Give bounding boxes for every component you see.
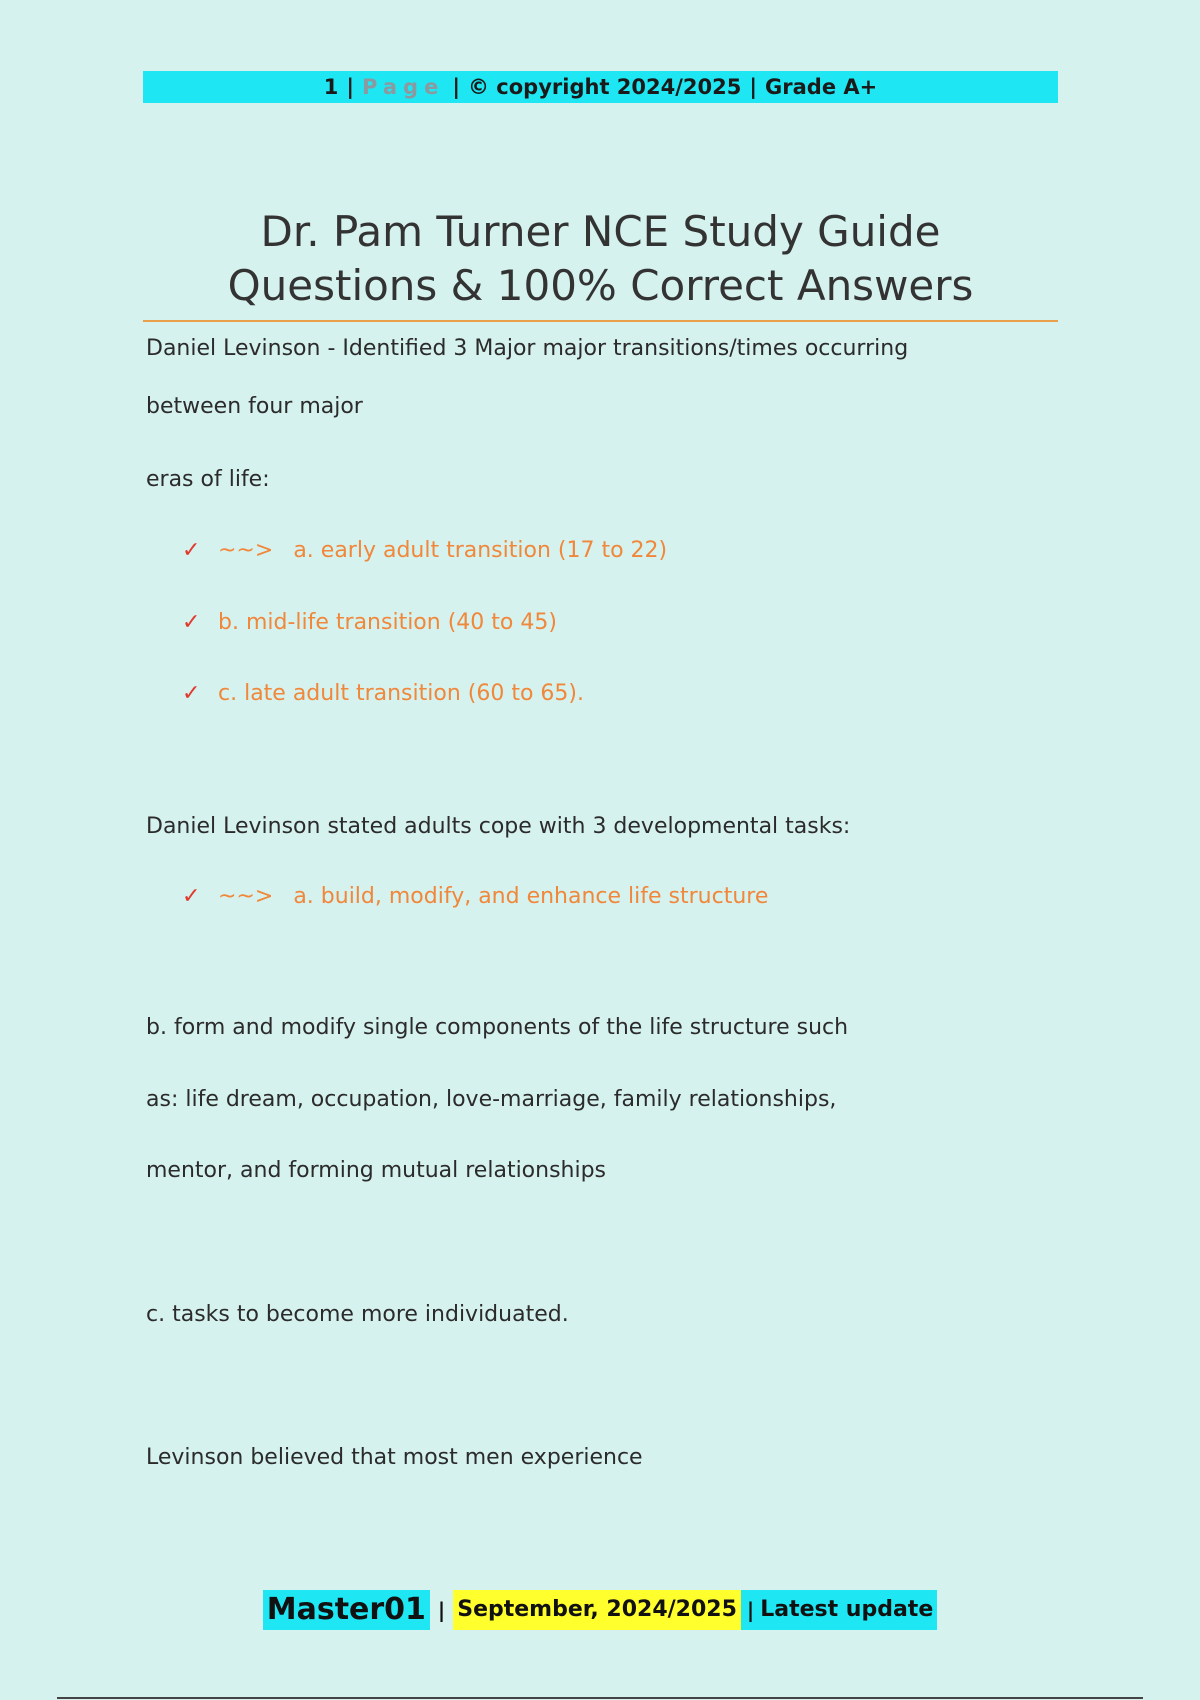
question-2-b-line-3: mentor, and forming mutual relationships — [146, 1158, 607, 1183]
header-page-number: 1 — [323, 75, 339, 99]
question-3-line-1: Levinson believed that most men experience — [146, 1445, 643, 1470]
footer-date: September, 2024/2025 — [453, 1590, 741, 1630]
header-separator: | — [749, 75, 758, 99]
title-underline — [143, 320, 1058, 322]
question-2-line-1: Daniel Levinson stated adults cope with 3 developmental tasks: — [146, 814, 851, 839]
check-icon: ✓ — [182, 884, 201, 909]
answer-item — [182, 610, 557, 635]
check-icon: ✓ — [182, 538, 201, 563]
title-line-2: Questions & 100% Correct Answers — [227, 261, 974, 310]
answer-text: b. mid-life transition (40 to 45) — [218, 610, 557, 635]
answer-item — [182, 681, 584, 706]
question-2-c: c. tasks to become more individuated. — [146, 1302, 569, 1327]
question-2-b-line-2: as: life dream, occupation, love-marriage, family relationships, — [146, 1087, 837, 1112]
header-separator: | — [346, 75, 355, 99]
header-grade: Grade A+ — [765, 75, 878, 99]
footer-update: Latest update — [760, 1590, 937, 1630]
check-icon: ✓ — [182, 610, 201, 635]
title-line-1: Dr. Pam Turner NCE Study Guide — [260, 207, 941, 256]
arrow-marker: ~~> — [218, 884, 274, 909]
footer-separator: | — [741, 1590, 760, 1630]
header-page-word: Page — [362, 75, 445, 99]
bottom-divider — [57, 1697, 1143, 1699]
question-1-line-2: between four major — [146, 394, 363, 419]
answer-text: c. late adult transition (60 to 65). — [218, 681, 584, 706]
check-icon: ✓ — [182, 681, 201, 706]
question-1-line-3: eras of life: — [146, 467, 270, 492]
question-2-b-line-1: b. form and modify single components of the life structure such — [146, 1015, 849, 1040]
footer-author: Master01 — [263, 1590, 430, 1630]
header-copyright: © copyright 2024/2025 — [468, 75, 742, 99]
header-separator: | — [452, 75, 460, 99]
answer-item — [182, 884, 768, 909]
arrow-marker: ~~> — [218, 538, 274, 563]
footer-separator: | — [437, 1598, 446, 1622]
document-title — [143, 205, 1058, 313]
page-footer — [0, 1590, 1200, 1630]
answer-item — [182, 538, 667, 563]
answer-text: a. early adult transition (17 to 22) — [293, 538, 668, 563]
question-1-line-1: Daniel Levinson - Identified 3 Major major transitions/times occurring — [146, 336, 909, 361]
answer-text: a. build, modify, and enhance life structure — [293, 884, 769, 909]
page-header — [143, 71, 1058, 103]
